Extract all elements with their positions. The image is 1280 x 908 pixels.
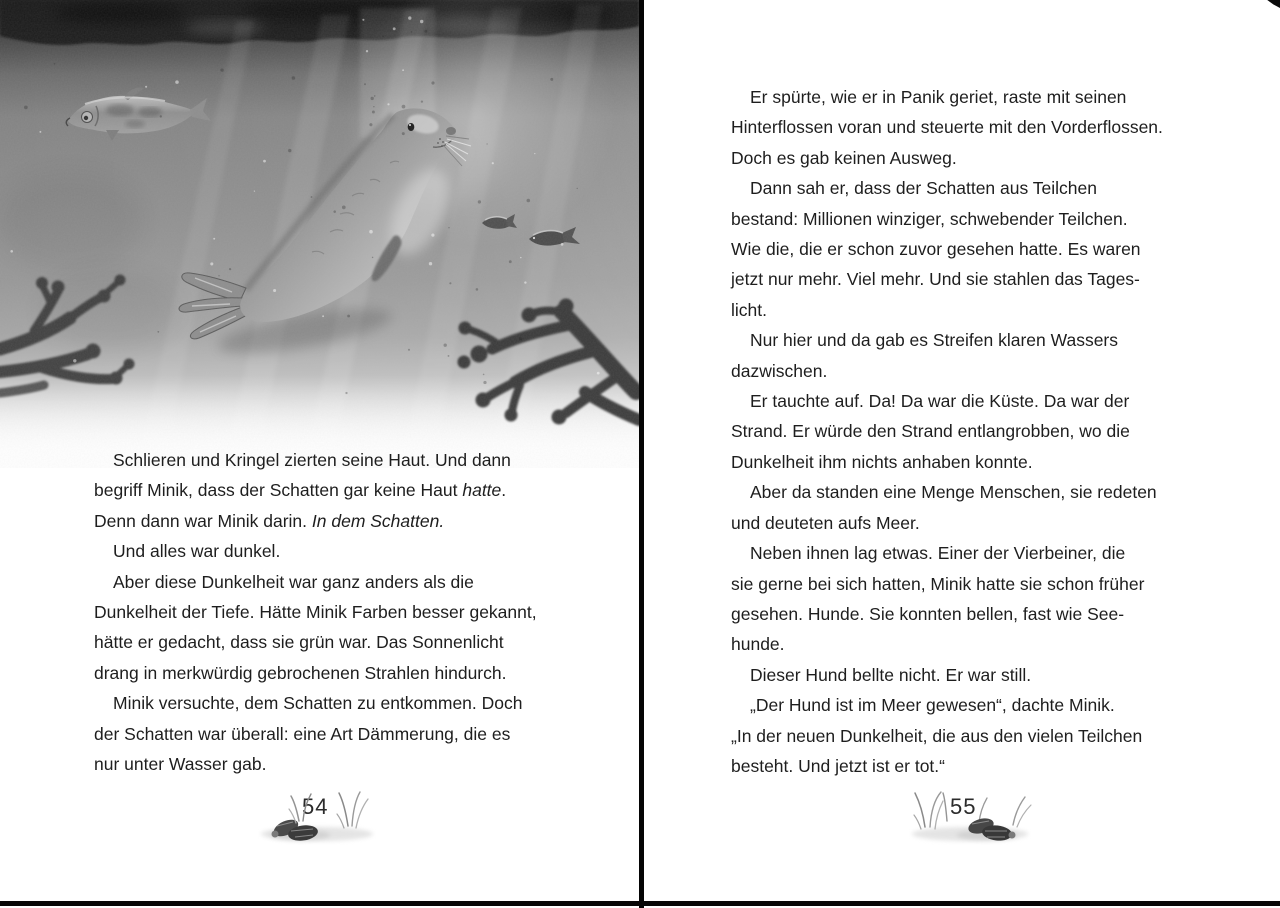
page-decoration-left [255,791,400,845]
text-line [731,447,1209,477]
text-segment: . [501,480,507,501]
text-segment: Er tauchte auf. Da! Da war die Küste. Da war der [750,391,1130,412]
underwater-illustration [0,0,639,468]
text-segment: Aber diese Dunkelheit war ganz anders als die [113,571,474,592]
text-line [731,721,1209,751]
text-segment: hatte [462,480,502,501]
text-line [731,295,1209,325]
text-segment: der Schatten war überall: eine Art Dämmerung, die es [94,723,511,744]
text-segment: Strand. Er würde den Strand entlangrobben, wo die [731,421,1130,442]
text-segment: und deuteten aufs Meer. [731,512,920,533]
text-segment: licht. [731,299,767,320]
stones-grass-icon [255,791,400,845]
text-line [731,569,1209,599]
text-line [731,386,1209,416]
text-segment: bestand: Millionen winziger, schwebender Teilchen. [731,208,1128,229]
text-line [731,325,1209,355]
text-segment: Minik versuchte, dem Schatten zu entkommen. Doch [113,693,523,714]
text-line [731,204,1209,234]
text-line [731,660,1209,690]
page-left [0,0,639,908]
text-line [94,627,574,657]
text-segment: Neben ihnen lag etwas. Einer der Vierbeiner, die [750,543,1126,564]
text-segment: Denn dann war Minik darin. [94,510,312,531]
text-line [731,538,1209,568]
page-number-left: 54 [302,794,329,819]
text-line [94,749,574,779]
text-segment: Und alles war dunkel. [113,541,281,562]
text-line [94,536,574,566]
text-line [731,599,1209,629]
text-line [731,112,1209,142]
text-segment: Dieser Hund bellte nicht. Er war still. [750,664,1032,685]
text-line [731,356,1209,386]
text-segment: begriff Minik, dass der Schatten gar keine Haut [94,480,463,501]
text-segment: drang in merkwürdig gebrochenen Strahlen hindurch. [94,662,507,683]
text-line [94,475,574,505]
text-segment: Aber da standen eine Menge Menschen, sie redeten [750,482,1157,503]
text-segment: jetzt nur mehr. Viel mehr. Und sie stahlen das Tages- [731,269,1140,290]
text-line [94,506,574,536]
text-segment: Er spürte, wie er in Panik geriet, raste mit seinen [750,87,1127,107]
text-segment: Dann sah er, dass der Schatten aus Teilchen [750,178,1097,199]
text-segment: nur unter Wasser gab. [94,754,267,775]
text-segment: dazwischen. [731,360,828,381]
page-decoration-right [895,791,1040,845]
text-line [94,445,574,475]
scan-bottom-edge [0,901,1280,906]
text-segment: „Der Hund ist im Meer gewesen“, dachte Minik. [750,695,1115,716]
text-segment: besteht. Und jetzt ist er tot.“ [731,755,945,776]
text-line [731,234,1209,264]
text-line [731,751,1209,781]
text-segment: hunde. [731,634,785,655]
text-line [94,719,574,749]
text-line [731,416,1209,446]
page-number-right: 55 [950,794,977,819]
text-segment: Dunkelheit ihm nichts anhaben konnte. [731,451,1033,472]
text-segment: sie gerne bei sich hatten, Minik hatte sie schon früher [731,573,1145,594]
text-segment: Wie die, die er schon zuvor gesehen hatte. Es waren [731,239,1141,260]
grass-stones-icon [895,791,1040,845]
text-segment: Dunkelheit der Tiefe. Hätte Minik Farben besser gekannt, [94,602,537,623]
text-line [731,82,1209,112]
text-segment: Hinterflossen voran und steuerte mit den Vorderflossen. [731,117,1163,138]
grass-icon [289,792,368,828]
text-line [731,508,1209,538]
text-line [94,688,574,718]
underwater-illustration-svg [0,0,639,468]
text-segment: Doch es gab keinen Ausweg. [731,147,957,168]
page-right [644,0,1280,908]
text-line [731,690,1209,720]
text-segment: In dem Schatten. [311,510,445,531]
text-line [731,264,1209,294]
text-segment: hätte er gedacht, dass sie grün war. Das Sonnenlicht [94,632,504,653]
text-line [94,597,574,627]
text-line [94,658,574,688]
text-line [731,477,1209,507]
right-page-text [731,82,1209,781]
text-segment: Nur hier und da gab es Streifen klaren Wassers [750,330,1119,351]
text-segment: „In der neuen Dunkelheit, die aus den vielen Teilchen [731,725,1143,746]
text-line [731,629,1209,659]
text-line [731,143,1209,173]
text-segment: Schlieren und Kringel zierten seine Haut. Und dann [113,450,511,470]
left-page-text [94,445,574,779]
text-line [94,567,574,597]
text-line [731,173,1209,203]
text-segment: gesehen. Hunde. Sie konnten bellen, fast wie See- [731,603,1125,624]
